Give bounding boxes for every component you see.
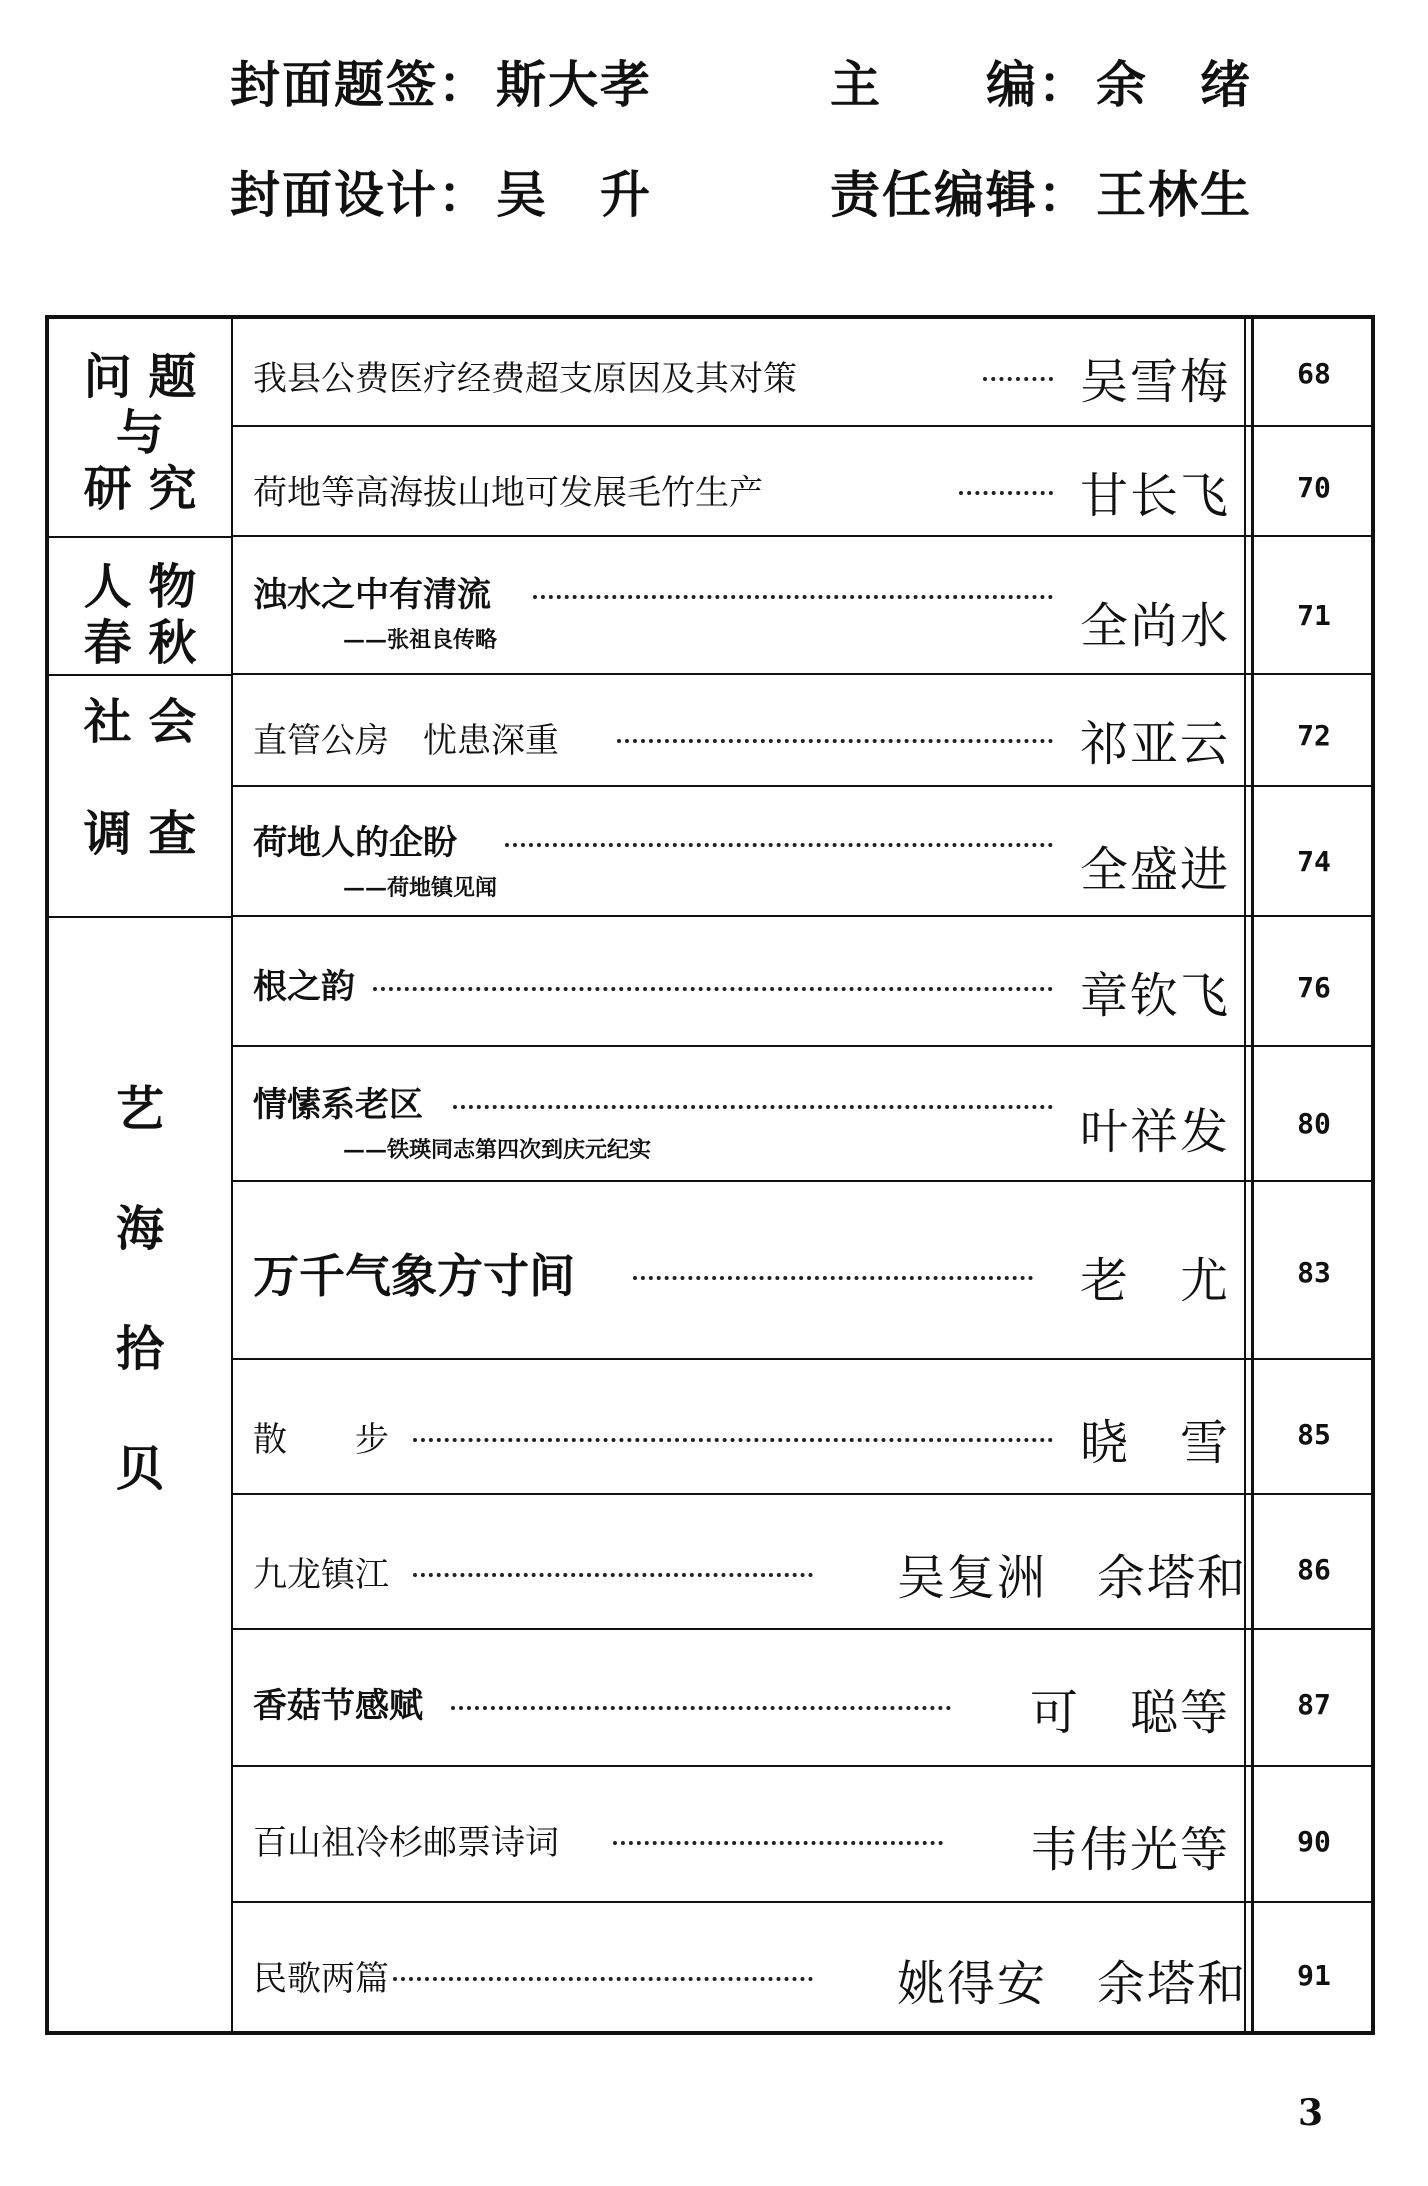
entry-subtitle: ——荷地镇见闻: [343, 875, 498, 901]
section-separator: [49, 916, 231, 918]
entry-page: 85: [1297, 1418, 1331, 1451]
entry-title: 荷地等高海拔山地可发展毛竹生产: [253, 473, 763, 513]
entry-title: 我县公费医疗经费超支原因及其对策: [253, 359, 797, 399]
entry-title: 百山祖冷杉邮票诗词: [253, 1823, 559, 1863]
credit-value: 吴 升: [496, 166, 652, 224]
entry-author: 全尚水: [1079, 598, 1230, 654]
section-label-people: 人 物 春 秋: [83, 559, 197, 671]
toc-entry[interactable]: [233, 1903, 1375, 2031]
entry-title: 散 步: [253, 1420, 389, 1460]
credit-label: 封面题签：: [230, 56, 490, 114]
leader-dots: [413, 1573, 813, 1577]
entry-page: 83: [1297, 1256, 1331, 1289]
cover-title-credit: [230, 55, 652, 115]
entry-page: 91: [1297, 1959, 1331, 1992]
entry-page: 71: [1297, 599, 1331, 632]
entry-author: 可 聪等: [1029, 1685, 1230, 1741]
section-label-art-sea: 艺 海 拾 贝: [115, 1081, 164, 1497]
section-label-problems-research: 问 题 与 研 究: [83, 349, 197, 517]
credit-value: 王林生: [1096, 166, 1252, 224]
entry-page: 80: [1297, 1107, 1331, 1140]
leader-dots: [613, 1841, 943, 1845]
toc-entry[interactable]: [233, 427, 1375, 537]
credit-label: 责任编辑：: [830, 166, 1090, 224]
entry-subtitle: ——铁瑛同志第四次到庆元纪实: [343, 1137, 652, 1163]
entry-page: 74: [1297, 845, 1331, 878]
entry-title: 直管公房 忧患深重: [253, 721, 559, 761]
toc-entry[interactable]: [233, 1767, 1375, 1903]
entry-author: 祁亚云: [1079, 716, 1230, 772]
entry-title: 情愫系老区: [253, 1085, 423, 1125]
table-of-contents: [45, 315, 1375, 2035]
entry-page: 72: [1297, 719, 1331, 752]
credits-block: [230, 55, 1290, 235]
entry-page: 76: [1297, 971, 1331, 1004]
entry-author: 老 尤: [1079, 1253, 1230, 1309]
leader-dots: [413, 1438, 1053, 1442]
leader-dots: [505, 843, 1053, 847]
entry-author: 甘长飞: [1079, 468, 1230, 524]
entry-title: 九龙镇江: [253, 1555, 389, 1595]
toc-entry[interactable]: [233, 1182, 1375, 1360]
section-separator: [49, 536, 231, 538]
credit-value: 余 绪: [1096, 56, 1252, 114]
entry-page: 86: [1297, 1553, 1331, 1586]
entry-title: 民歌两篇: [253, 1959, 389, 1999]
leader-dots: [983, 377, 1053, 381]
leader-dots: [451, 1706, 951, 1710]
toc-entry[interactable]: [233, 1360, 1375, 1495]
entry-author: 韦伟光等: [1029, 1822, 1230, 1878]
leader-dots: [617, 739, 1053, 743]
entry-page: 90: [1297, 1825, 1331, 1858]
entry-author: 吴复洲 余塔和: [896, 1550, 1247, 1606]
toc-entry[interactable]: [233, 917, 1375, 1047]
chief-editor-credit: [830, 55, 1252, 115]
toc-entry[interactable]: [233, 1495, 1375, 1630]
leader-dots: [453, 1105, 1053, 1109]
leader-dots: [393, 1977, 813, 1981]
toc-entry[interactable]: [233, 1047, 1375, 1182]
section-label-social-survey: 社 会 调 查: [83, 694, 197, 862]
entry-author: 姚得安 余塔和: [896, 1956, 1247, 2012]
entry-author: 叶祥发: [1079, 1104, 1230, 1160]
leader-dots: [633, 1276, 1033, 1280]
credit-label: 主 编：: [830, 56, 1090, 114]
leader-dots: [533, 595, 1053, 599]
leader-dots: [373, 987, 1053, 991]
entry-title: 根之韵: [253, 967, 355, 1007]
toc-entry[interactable]: [233, 675, 1375, 787]
section-separator: [49, 674, 231, 676]
cover-design-credit: [230, 165, 652, 225]
toc-entry[interactable]: [233, 537, 1375, 675]
entry-author: 全盛进: [1079, 842, 1230, 898]
entry-page: 70: [1297, 471, 1331, 504]
entry-author: 晓 雪: [1079, 1415, 1230, 1471]
leader-dots: [959, 491, 1053, 495]
toc-entry[interactable]: [233, 1630, 1375, 1767]
toc-entry[interactable]: [233, 787, 1375, 917]
entry-title: 香菇节感赋: [253, 1686, 423, 1726]
entry-page: 87: [1297, 1688, 1331, 1721]
entry-subtitle: ——张祖良传略: [343, 627, 498, 653]
entry-page: 68: [1297, 357, 1331, 390]
toc-entry[interactable]: [233, 319, 1375, 427]
responsible-editor-credit: [830, 165, 1252, 225]
credit-label: 封面设计：: [230, 166, 490, 224]
entry-author: 章钦飞: [1079, 968, 1230, 1024]
credit-value: 斯大孝: [496, 56, 652, 114]
entry-title: 浊水之中有清流: [253, 575, 491, 615]
page-number: 3: [1298, 2092, 1324, 2134]
entry-title: 荷地人的企盼: [253, 823, 457, 863]
entry-title: 万千气象方寸间: [253, 1249, 575, 1303]
entry-author: 吴雪梅: [1079, 354, 1230, 410]
